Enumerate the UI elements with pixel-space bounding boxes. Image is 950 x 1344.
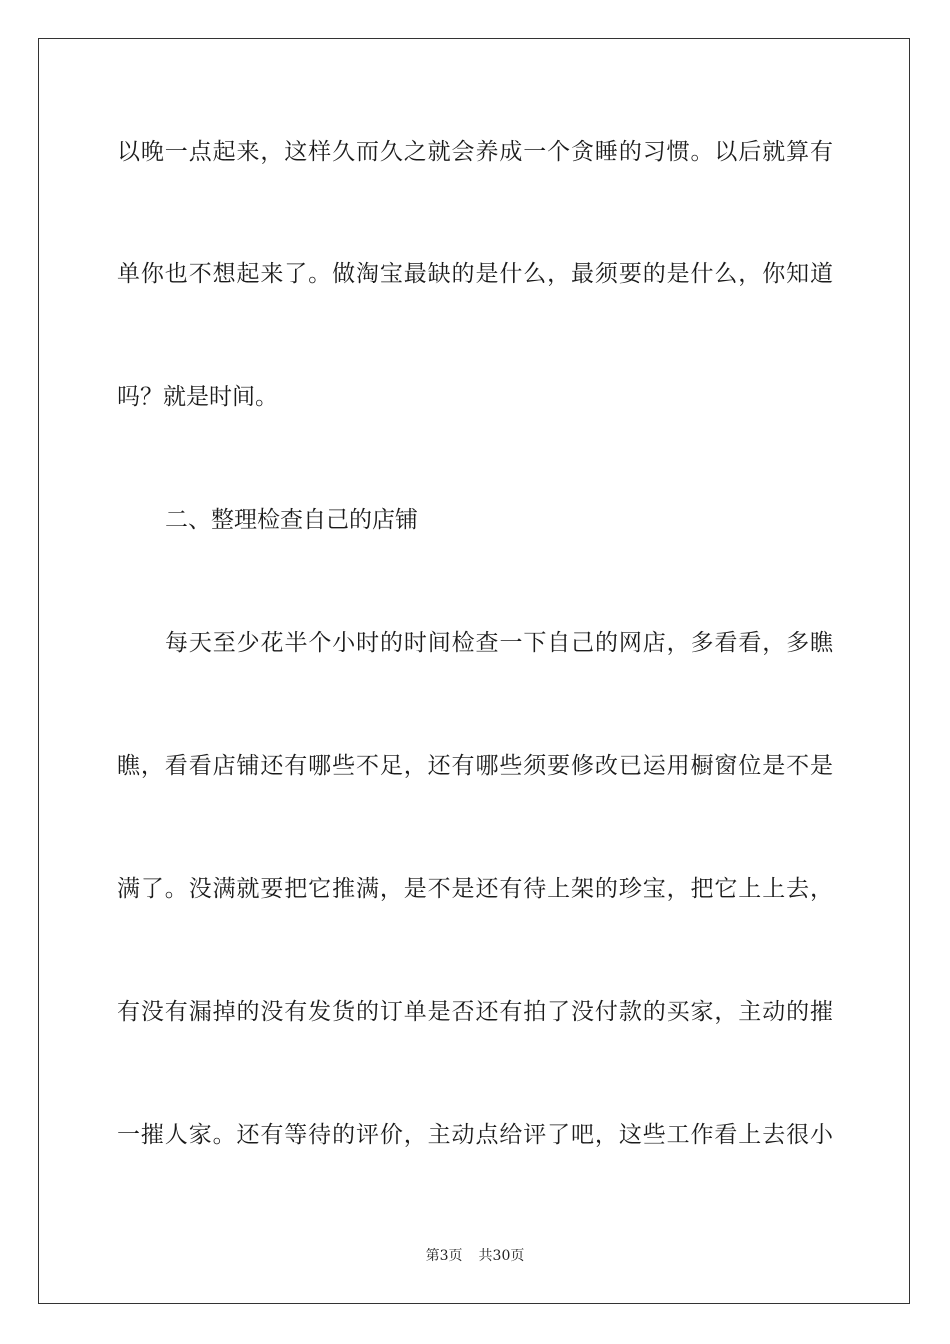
paragraph-line-6: 瞧，看看店铺还有哪些不足，还有哪些须要修改已运用橱窗位是不是 xyxy=(117,753,833,779)
paragraph-line-1: 以晚一点起来，这样久而久之就会养成一个贪睡的习惯。以后就算有 xyxy=(117,139,833,165)
paragraph-line-7: 满了。没满就要把它推满，是不是还有待上架的珍宝，把它上上去， xyxy=(117,876,833,902)
paragraph-line-8: 有没有漏掉的没有发货的订单是否还有拍了没付款的买家，主动的摧 xyxy=(117,999,833,1025)
section-heading: 二、整理检查自己的店铺 xyxy=(165,507,418,533)
paragraph-line-2: 单你也不想起来了。做淘宝最缺的是什么，最须要的是什么，你知道 xyxy=(117,261,833,287)
paragraph-line-5: 每天至少花半个小时的时间检查一下自己的网店，多看看，多瞧 xyxy=(165,630,833,656)
total-pages: 共30页 xyxy=(478,1248,525,1264)
page-border xyxy=(38,38,910,1304)
paragraph-line-3: 吗？就是时间。 xyxy=(117,384,278,410)
paragraph-line-9: 一摧人家。还有等待的评价，主动点给评了吧，这些工作看上去很小 xyxy=(117,1122,833,1148)
page-footer xyxy=(0,1247,950,1265)
page-number: 第3页 xyxy=(425,1248,463,1264)
